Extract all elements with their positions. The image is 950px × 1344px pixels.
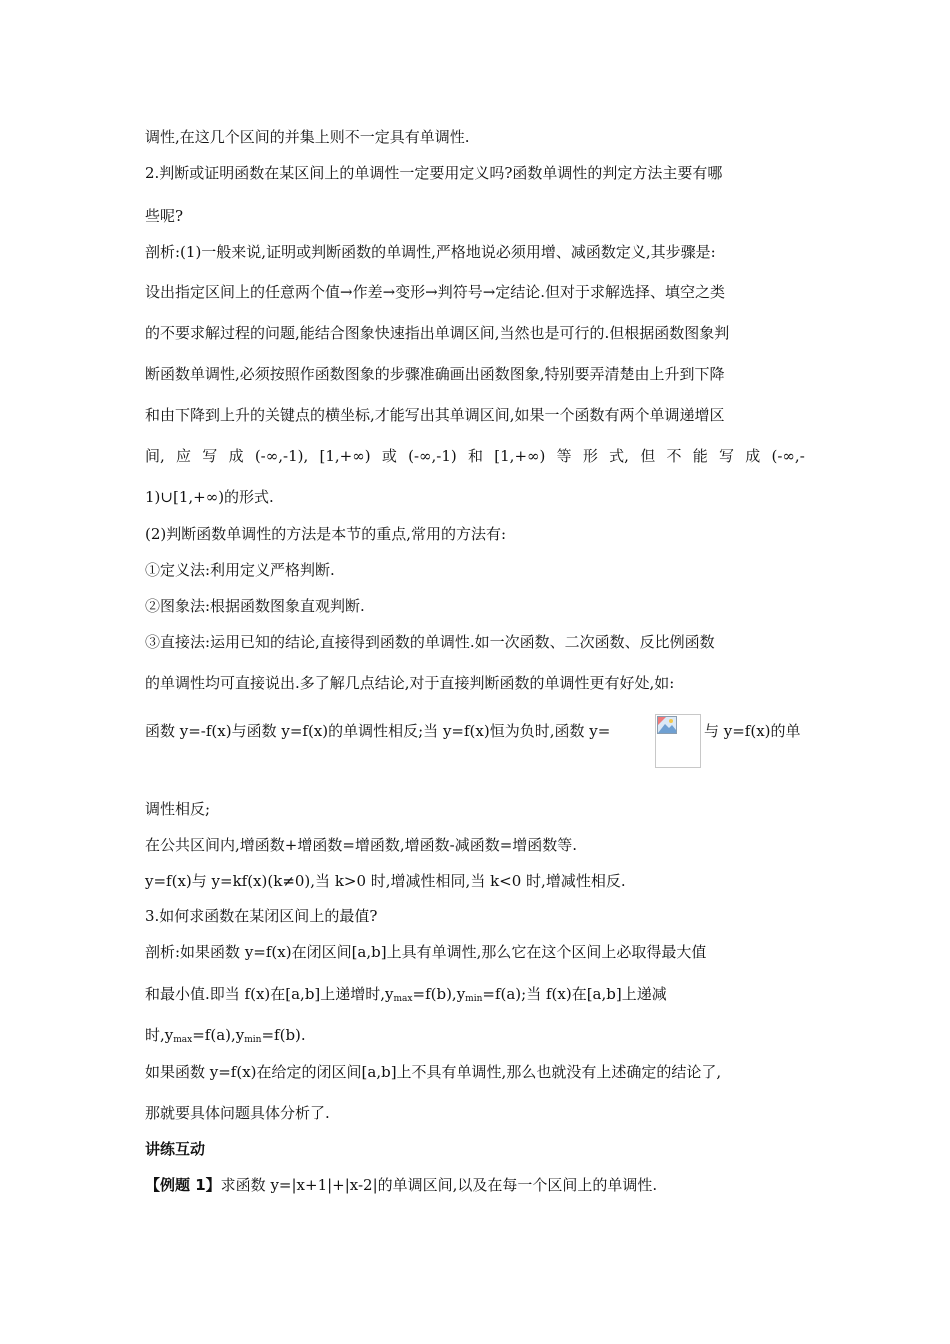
word: 成 — [745, 447, 761, 465]
word: 写 — [202, 447, 218, 465]
word: [1,+∞) — [494, 447, 546, 465]
text-line: (2)判断函数单调性的方法是本节的重点,常用的方法有: — [145, 525, 507, 543]
question-2: 2.判断或证明函数在某区间上的单调性一定要用定义吗?函数单调性的判定方法主要有哪 — [145, 164, 723, 182]
text-line — [145, 984, 667, 1004]
text-line: 些呢? — [145, 207, 184, 225]
word: 或 — [381, 447, 397, 465]
text-line-b: 与 y=f(x)的单 — [704, 722, 801, 740]
text-line: 在公共区间内,增函数+增函数=增函数,增函数-减函数=增函数等. — [145, 836, 578, 854]
analysis-line: 剖析:(1)一般来说,证明或判断函数的单调性,严格地说必须用增、减函数定义,其步骤是: — [145, 243, 716, 261]
text-line: 的不要求解过程的问题,能结合图象快速指出单调区间,当然也是可行的.但根据函数图象判 — [145, 324, 730, 342]
text-segment: =f(a),y — [192, 1026, 245, 1044]
formula-image — [655, 714, 701, 768]
text-line-a: 函数 y=-f(x)与函数 y=f(x)的单调性相反;当 y=f(x)恒为负时,函数 y= — [145, 722, 611, 740]
word: 式, — [609, 447, 629, 465]
word: 但 — [640, 447, 656, 465]
text-segment: =f(a);当 f(x)在[a,b]上递减 — [482, 985, 667, 1003]
text-line: 1)∪[1,+∞)的形式. — [145, 488, 274, 506]
text-line: 和由下降到上升的关键点的横坐标,才能写出其单调区间,如果一个函数有两个单调递增区 — [145, 406, 725, 424]
text-line — [145, 1025, 306, 1045]
word: (-∞,-1), — [254, 447, 309, 465]
method-3: ③直接法:运用已知的结论,直接得到函数的单调性.如一次函数、二次函数、反比例函数 — [145, 633, 715, 651]
word: 写 — [718, 447, 734, 465]
text-segment: =f(b),y — [412, 985, 466, 1003]
subscript: min — [465, 994, 483, 1004]
text-segment: 和最小值.即当 f(x)在[a,b]上递增时,y — [145, 985, 394, 1003]
example-text: 求函数 y=|x+1|+|x-2|的单调区间,以及在每一个区间上的单调性. — [220, 1176, 658, 1194]
method-2: ②图象法:根据函数图象直观判断. — [145, 597, 365, 615]
example-label: 【例题 1】 — [145, 1176, 221, 1194]
word: 形 — [582, 447, 598, 465]
text-line: 设出指定区间上的任意两个值→作差→变形→判符号→定结论.但对于求解选择、填空之类 — [145, 283, 726, 301]
word: [1,+∞) — [319, 447, 371, 465]
word: 等 — [556, 447, 572, 465]
word: (-∞,-1) — [408, 447, 457, 465]
text-segment: =f(b). — [261, 1026, 306, 1044]
text-segment: 时,y — [145, 1026, 174, 1044]
word: 应 — [176, 447, 192, 465]
analysis-line: 剖析:如果函数 y=f(x)在闭区间[a,b]上具有单调性,那么它在这个区间上必取得最大值 — [145, 943, 707, 961]
text-line: 如果函数 y=f(x)在给定的闭区间[a,b]上不具有单调性,那么也就没有上述确定的结论了, — [145, 1063, 722, 1081]
word: 不 — [666, 447, 682, 465]
question-3: 3.如何求函数在某闭区间上的最值? — [145, 907, 378, 925]
text-line: y=f(x)与 y=kf(x)(k≠0),当 k>0 时,增减性相同,当 k<0 时,增减性相反. — [145, 872, 626, 890]
section-heading: 讲练互动 — [145, 1140, 206, 1158]
subscript: min — [244, 1035, 262, 1045]
method-1: ①定义法:利用定义严格判断. — [145, 561, 335, 579]
word: 间, — [145, 447, 165, 465]
subscript: max — [173, 1035, 193, 1045]
broken-image-icon — [657, 716, 677, 734]
text-line: 那就要具体问题具体分析了. — [145, 1104, 330, 1122]
word: 和 — [468, 447, 484, 465]
example-line — [145, 1175, 657, 1195]
justified-line — [145, 446, 805, 466]
text-line: 断函数单调性,必须按照作函数图象的步骤准确画出函数图象,特别要弄清楚由上升到下降 — [145, 365, 725, 383]
word: 成 — [228, 447, 244, 465]
text-line: 调性,在这几个区间的并集上则不一定具有单调性. — [145, 128, 470, 146]
text-line: 的单调性均可直接说出.多了解几点结论,对于直接判断函数的单调性更有好处,如: — [145, 674, 675, 692]
word: 能 — [692, 447, 708, 465]
word: (-∞,- — [771, 447, 805, 465]
subscript: max — [393, 994, 413, 1004]
text-line: 调性相反; — [145, 800, 211, 818]
